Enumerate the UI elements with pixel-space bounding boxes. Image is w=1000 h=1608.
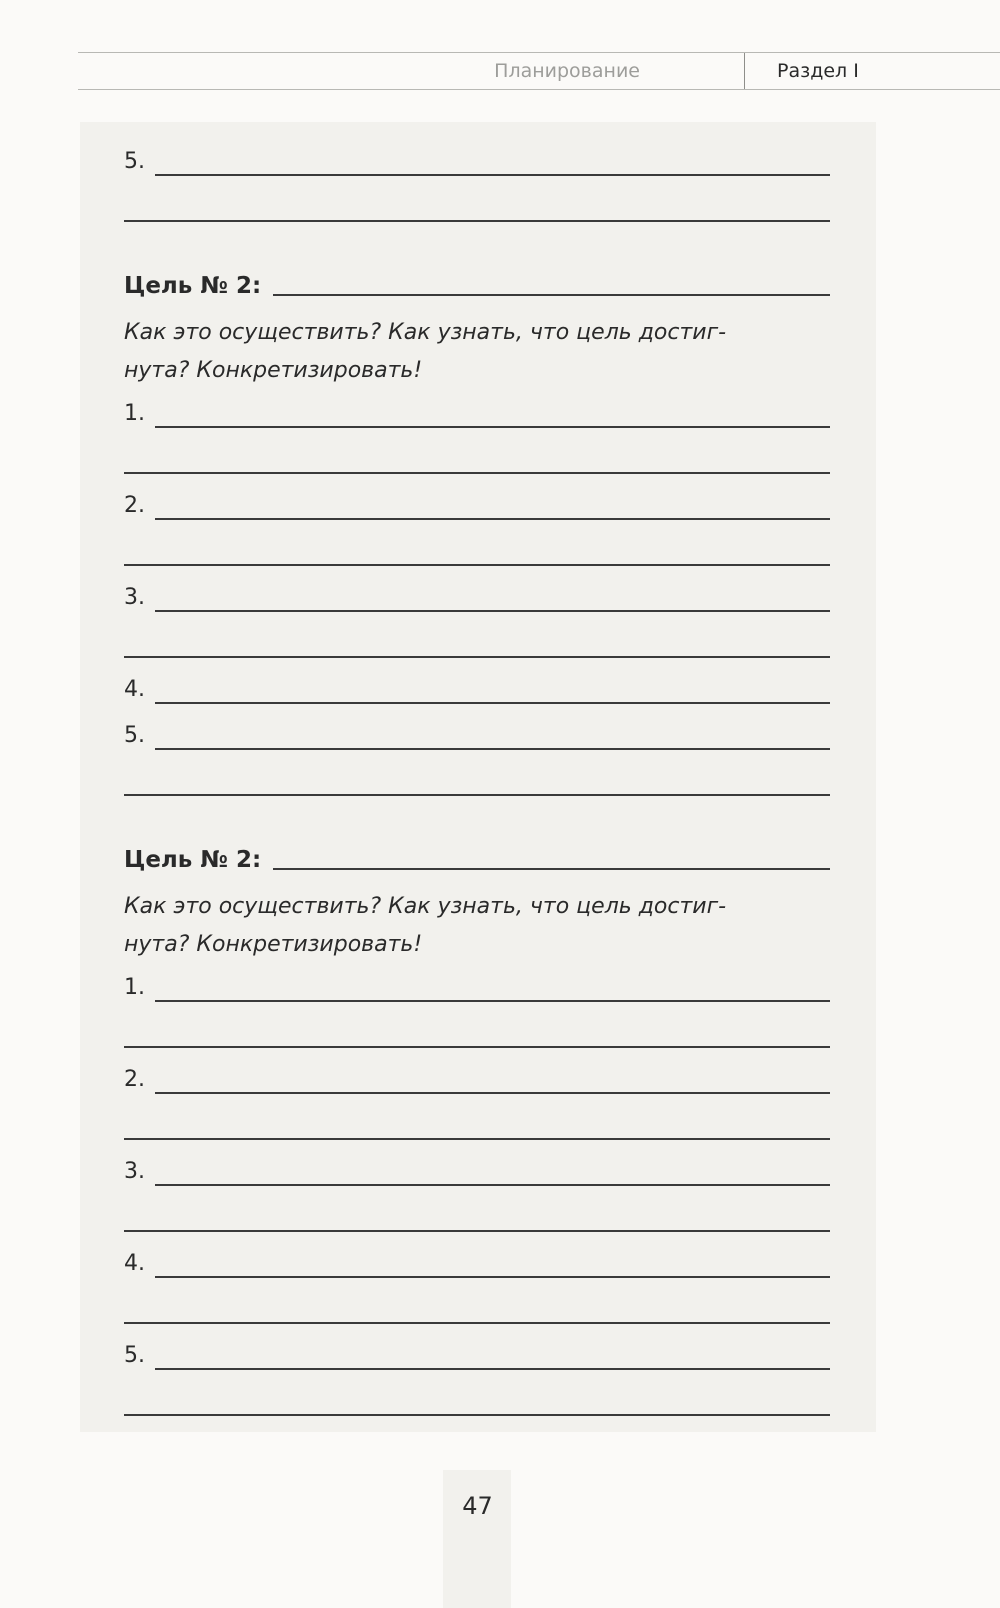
write-in-line <box>124 220 830 222</box>
numbered-line[interactable] <box>124 1048 830 1094</box>
continuation-line[interactable] <box>124 1370 830 1416</box>
item-number: 3. <box>124 1159 145 1184</box>
item-number: 5. <box>124 149 145 174</box>
item-number: 2. <box>124 493 145 518</box>
numbered-line[interactable] <box>124 474 830 520</box>
item-number: 5. <box>124 723 145 748</box>
numbered-line[interactable] <box>124 386 830 428</box>
goal-heading[interactable] <box>124 270 830 298</box>
item-number: 3. <box>124 585 145 610</box>
item-number: 2. <box>124 1067 145 1092</box>
write-in-line <box>273 294 830 296</box>
continuation-line[interactable] <box>124 612 830 658</box>
write-in-line <box>124 1046 830 1048</box>
item-number: 5. <box>124 1343 145 1368</box>
goal-question <box>124 888 830 964</box>
write-in-line <box>155 702 830 704</box>
continuation-line[interactable] <box>124 1278 830 1324</box>
write-in-line <box>124 1138 830 1140</box>
continuation-line[interactable] <box>124 176 830 222</box>
continuation-line[interactable] <box>124 520 830 566</box>
page-shade-bottom <box>443 1470 511 1608</box>
item-number: 1. <box>124 401 145 426</box>
write-in-line <box>124 1230 830 1232</box>
write-in-line <box>273 868 830 870</box>
header-section-title: Планирование <box>494 60 640 82</box>
numbered-line[interactable] <box>124 1324 830 1370</box>
continuation-line[interactable] <box>124 1186 830 1232</box>
numbered-line[interactable] <box>124 704 830 750</box>
numbered-line[interactable] <box>124 960 830 1002</box>
item-number: 1. <box>124 975 145 1000</box>
header-divider <box>744 53 745 89</box>
write-in-line <box>124 794 830 796</box>
continuation-line[interactable] <box>124 1094 830 1140</box>
write-in-line <box>124 1414 830 1416</box>
question-line: нута? Конкретизировать! <box>124 358 423 383</box>
write-in-line <box>124 472 830 474</box>
page-number: 47 <box>462 1492 493 1520</box>
goal-heading[interactable] <box>124 844 830 872</box>
numbered-line[interactable] <box>124 658 830 704</box>
running-header <box>78 52 1000 90</box>
question-line: Как это осуществить? Как узнать, что цель достиг- <box>124 894 727 919</box>
numbered-line[interactable] <box>124 566 830 612</box>
item-number: 4. <box>124 677 145 702</box>
numbered-line[interactable] <box>124 1140 830 1186</box>
goal-label: Цель № 2: <box>124 847 262 873</box>
header-chapter-title: Раздел I <box>777 60 859 82</box>
write-in-line <box>124 656 830 658</box>
write-in-line <box>124 564 830 566</box>
item-number: 4. <box>124 1251 145 1276</box>
worksheet <box>124 130 830 1416</box>
question-line: Как это осуществить? Как узнать, что цель достиг- <box>124 320 727 345</box>
goal-question <box>124 314 830 390</box>
numbered-line[interactable] <box>124 130 830 176</box>
continuation-line[interactable] <box>124 750 830 796</box>
continuation-line[interactable] <box>124 428 830 474</box>
goal-label: Цель № 2: <box>124 273 262 299</box>
numbered-line[interactable] <box>124 1232 830 1278</box>
question-line: нута? Конкретизировать! <box>124 932 423 957</box>
write-in-line <box>124 1322 830 1324</box>
continuation-line[interactable] <box>124 1002 830 1048</box>
